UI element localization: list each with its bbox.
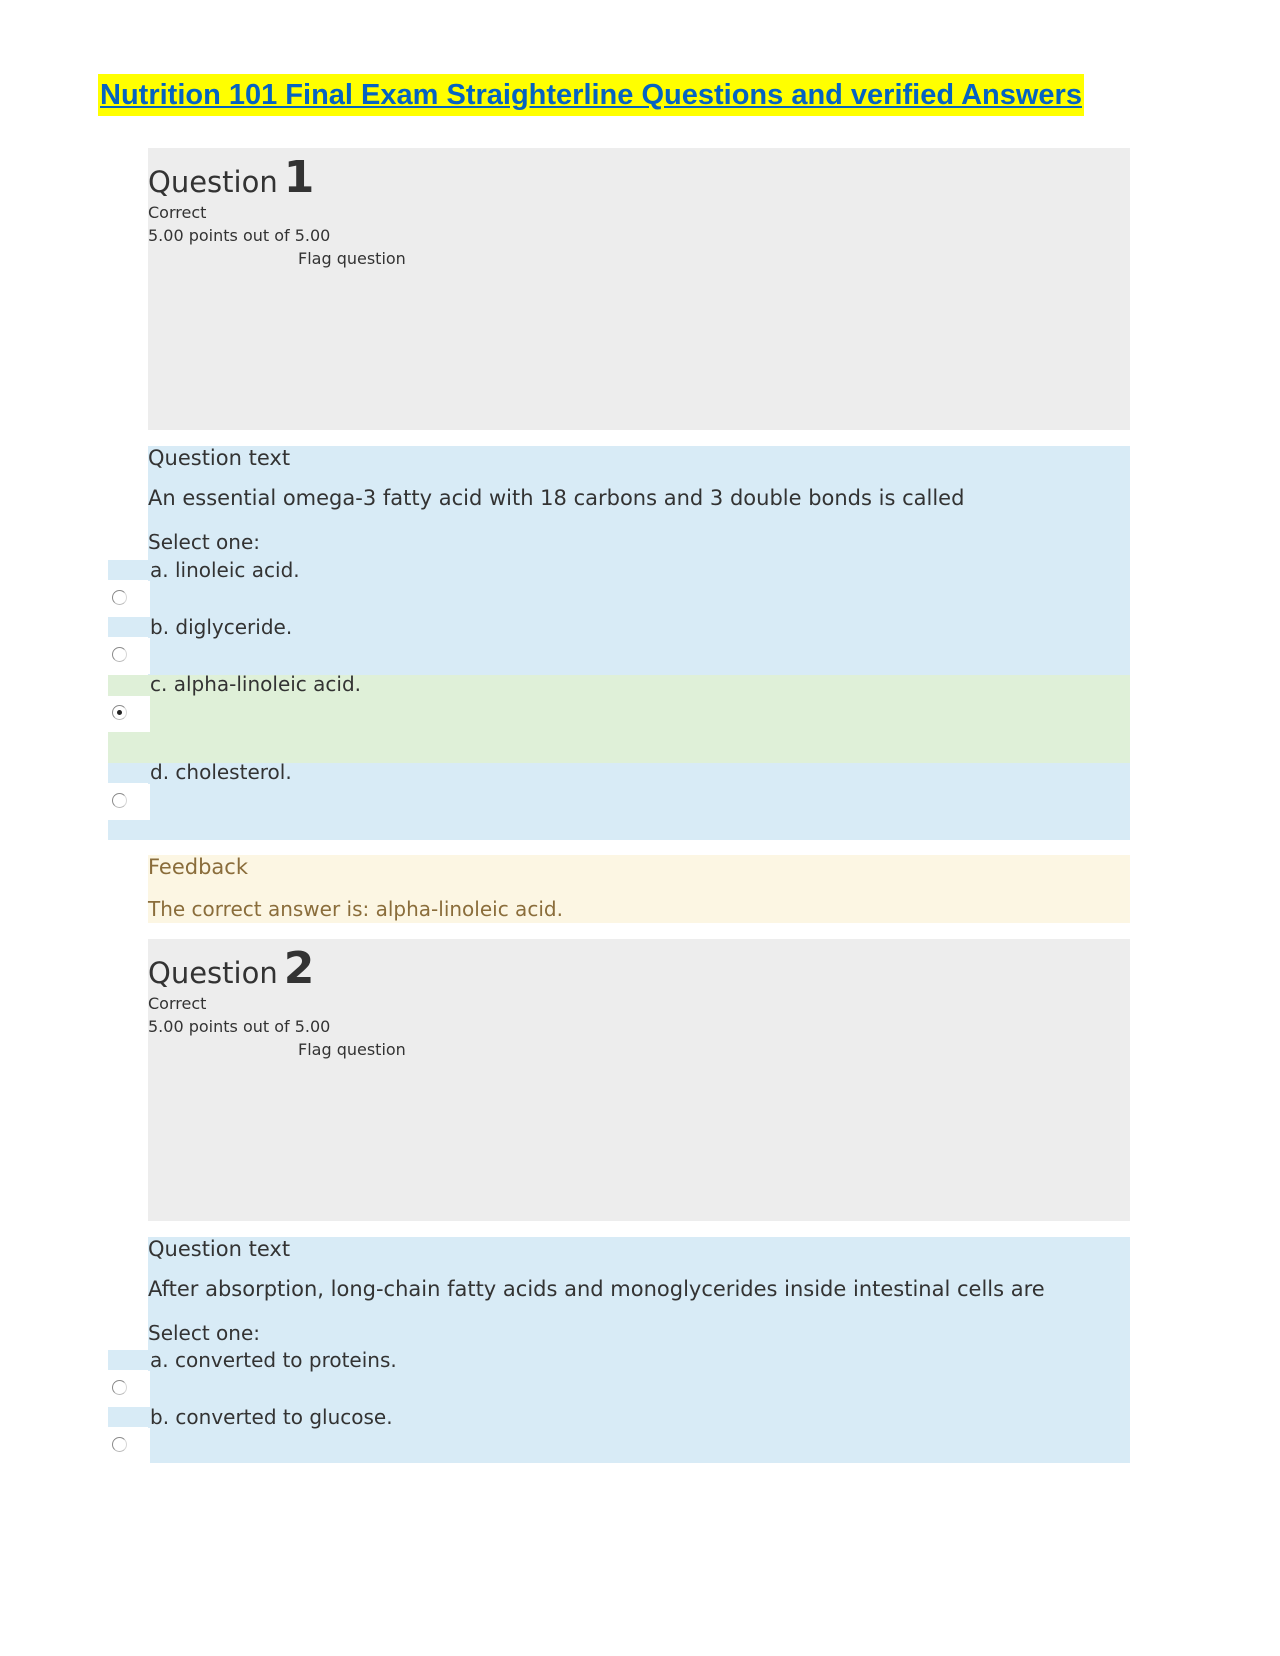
question-1-option-a-label[interactable]: a. linoleic acid. xyxy=(150,558,300,582)
question-2-option-a-radio[interactable] xyxy=(112,1380,127,1395)
question-1-option-c-label[interactable]: c. alpha-linoleic acid. xyxy=(150,672,362,696)
question-1-content xyxy=(148,446,1130,840)
question-1-option-d-radio[interactable] xyxy=(112,793,127,808)
question-1-option-b-label[interactable]: b. diglyceride. xyxy=(150,615,293,639)
question-2-option-b xyxy=(108,1428,150,1464)
question-2-text: After absorption, long-chain fatty acids and monoglycerides inside intestinal cells are xyxy=(148,1277,1045,1301)
question-1-flag-link[interactable]: Flag question xyxy=(298,249,406,268)
question-1-state: Correct xyxy=(148,203,207,222)
question-1-text: An essential omega-3 fatty acid with 18 carbons and 3 double bonds is called xyxy=(148,486,965,510)
question-1-option-a-radio[interactable] xyxy=(112,590,127,605)
question-1-text-heading: Question text xyxy=(148,446,291,470)
question-2-number: 2 xyxy=(283,943,315,994)
question-1-option-c xyxy=(108,696,150,732)
feedback-text: The correct answer is: alpha-linoleic acid. xyxy=(148,897,563,921)
question-1-option-a xyxy=(108,581,150,617)
question-1-option-c-radio[interactable] xyxy=(112,705,127,720)
question-2-state: Correct xyxy=(148,994,207,1013)
question-2-option-b-label[interactable]: b. converted to glucose. xyxy=(150,1405,393,1429)
question-2-option-a-label[interactable]: a. converted to proteins. xyxy=(150,1348,397,1372)
question-1-info xyxy=(148,148,1130,430)
option-strip xyxy=(108,763,152,783)
question-1-select-prompt: Select one: xyxy=(148,530,261,554)
option-strip xyxy=(108,820,150,840)
question-1-number: 1 xyxy=(283,152,315,203)
question-1-option-b-radio[interactable] xyxy=(112,647,127,662)
question-2-text-heading: Question text xyxy=(148,1237,291,1261)
question-1-option-d-label[interactable]: d. cholesterol. xyxy=(150,760,292,784)
question-1-feedback xyxy=(148,855,1130,923)
option-strip xyxy=(108,560,152,580)
option-strip xyxy=(108,617,152,637)
question-1-grade: 5.00 points out of 5.00 xyxy=(148,226,331,245)
option-strip xyxy=(108,1407,152,1427)
document-title[interactable]: Nutrition 101 Final Exam Straighterline Questions and verified Answers xyxy=(98,74,1084,116)
option-strip xyxy=(108,1350,152,1370)
feedback-heading: Feedback xyxy=(148,855,249,879)
question-2-info xyxy=(148,939,1130,1221)
question-1-word: Question xyxy=(148,165,278,199)
question-1-option-b xyxy=(108,638,150,674)
question-2-grade: 5.00 points out of 5.00 xyxy=(148,1017,331,1036)
question-1-option-d xyxy=(108,784,150,820)
question-2-select-prompt: Select one: xyxy=(148,1321,261,1345)
question-1-heading xyxy=(148,152,314,203)
question-2-option-b-radio[interactable] xyxy=(112,1437,127,1452)
question-2-heading xyxy=(148,943,314,994)
question-2-option-a xyxy=(108,1371,150,1407)
question-2-flag-link[interactable]: Flag question xyxy=(298,1040,406,1059)
question-2-word: Question xyxy=(148,956,278,990)
